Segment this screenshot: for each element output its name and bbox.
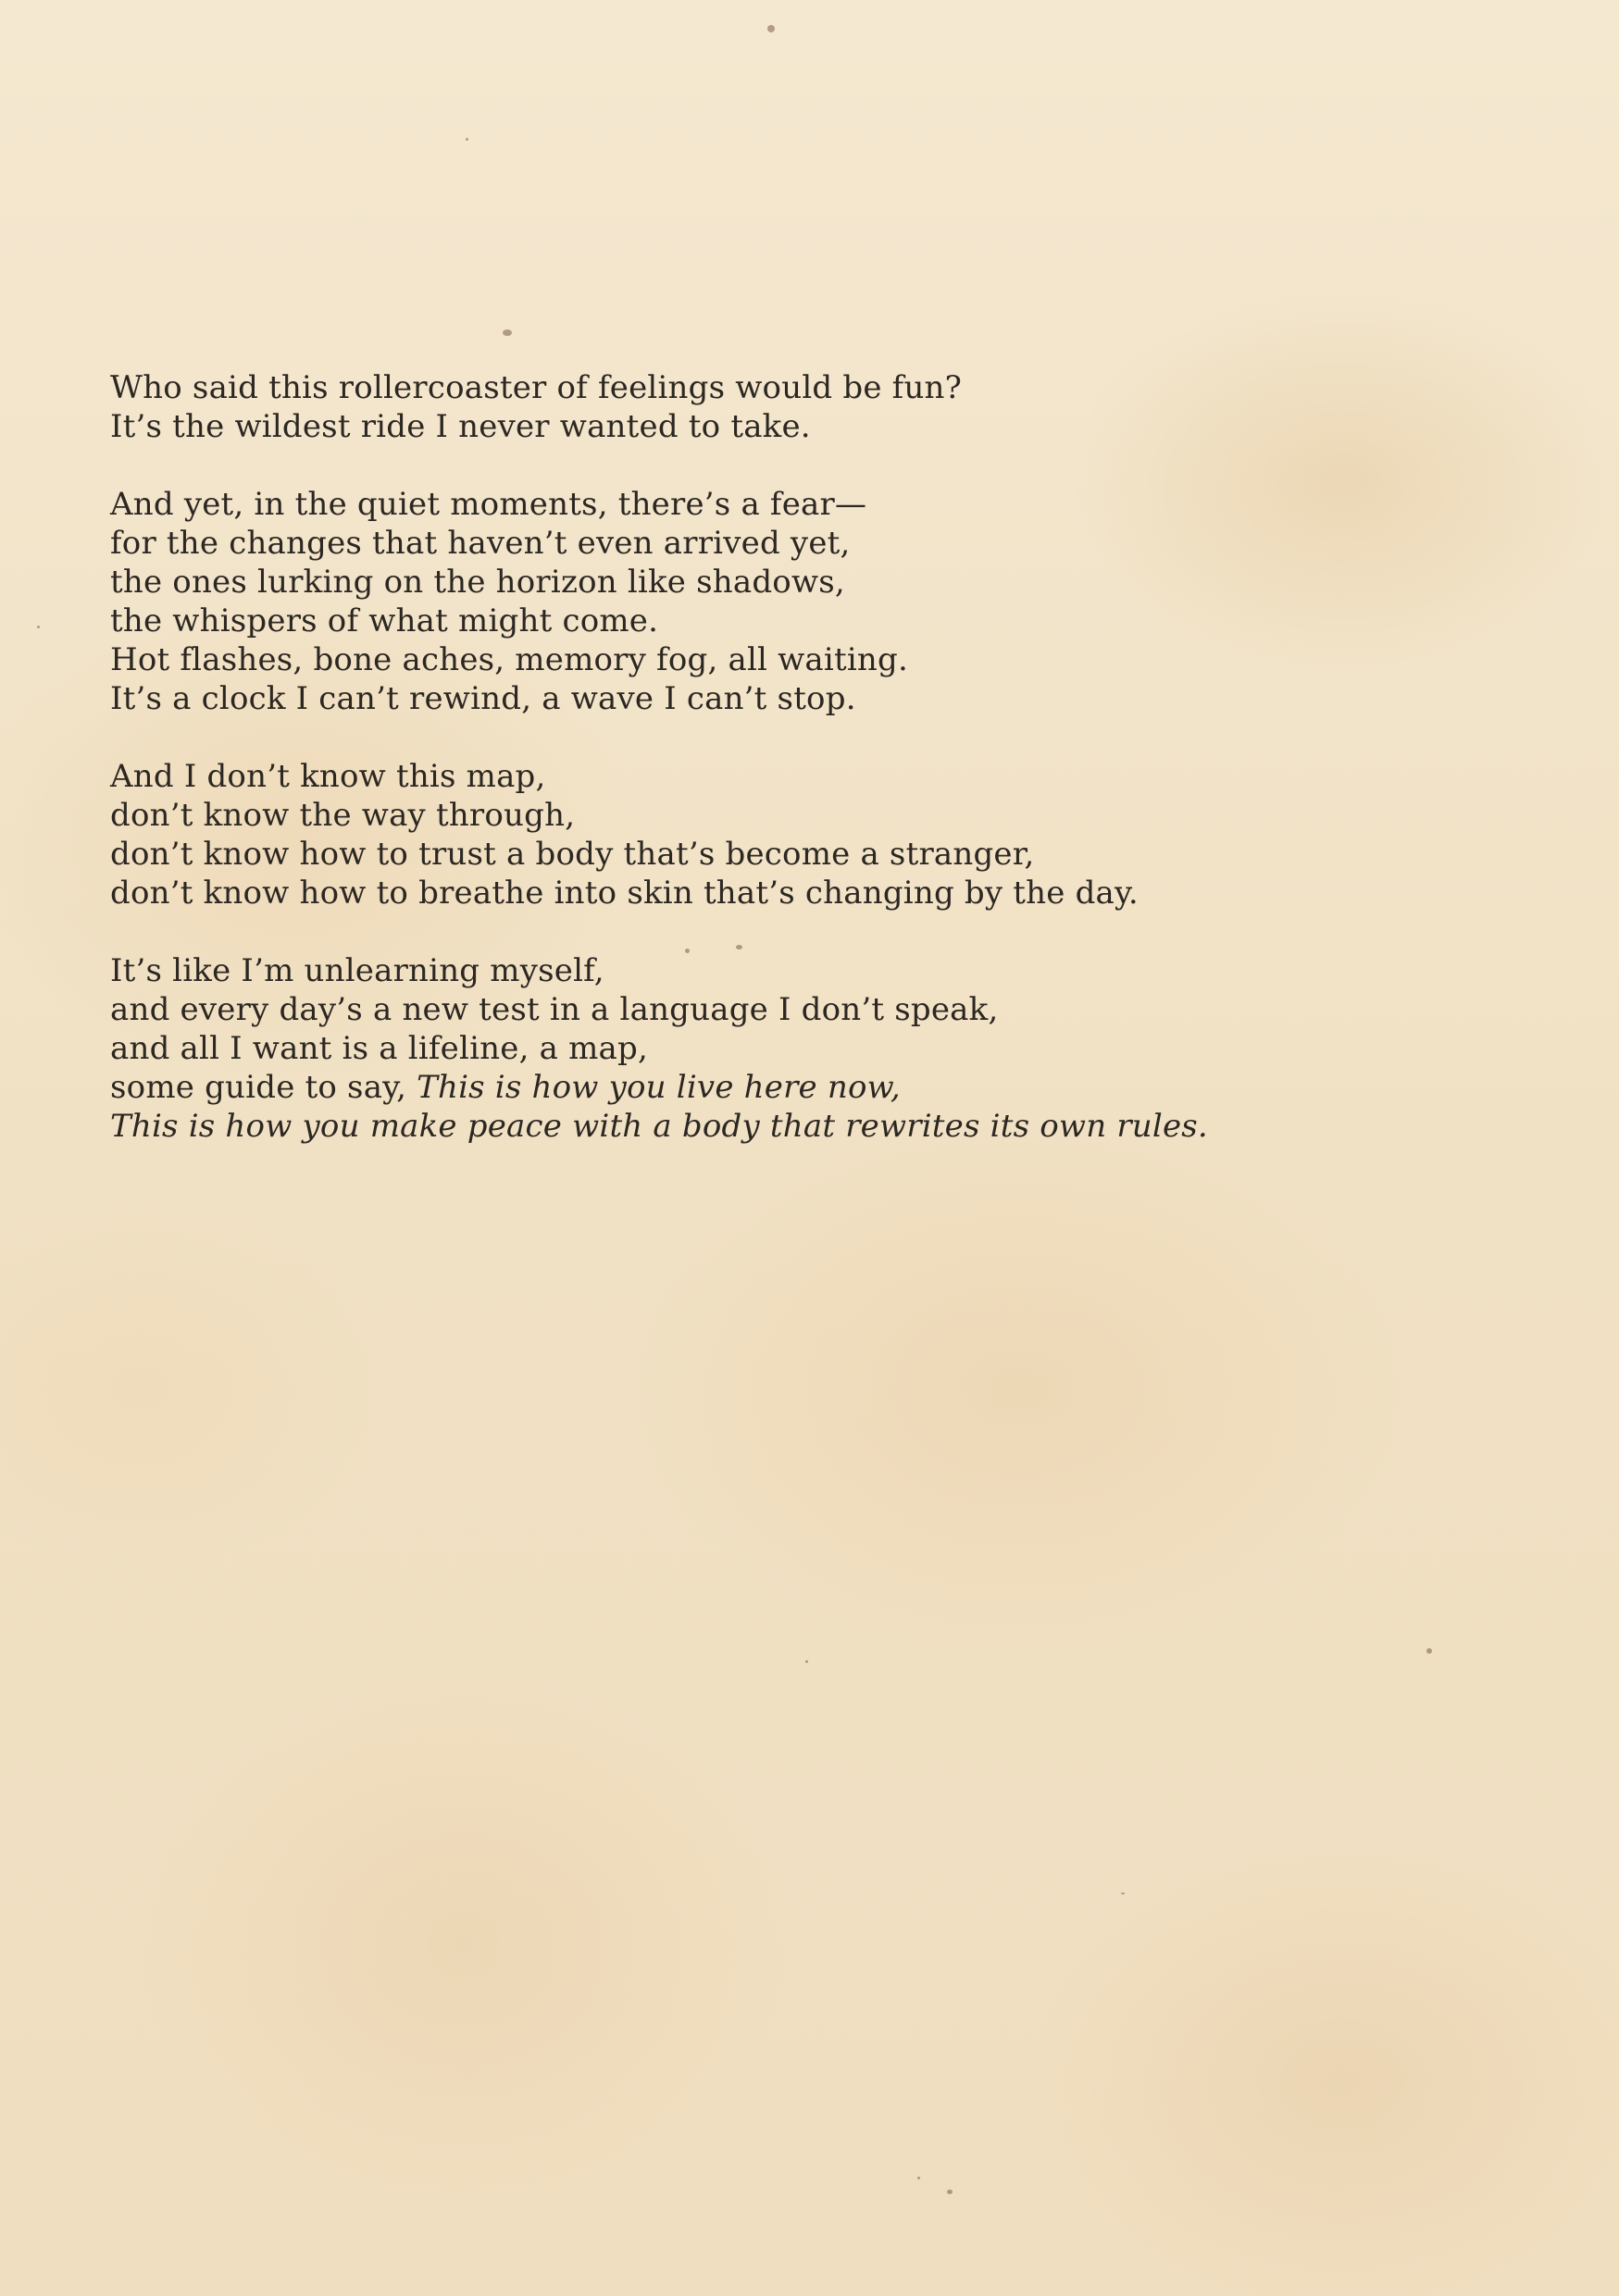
stanza-2 — [110, 485, 1554, 718]
poem-line: And yet, in the quiet moments, there’s a fear— — [110, 486, 867, 523]
stanza-1 — [110, 368, 1554, 446]
poem-line: Who said this rollercoaster of feelings would be fun? — [110, 369, 963, 406]
poem-line: It’s like I’m unlearning myself, — [110, 952, 604, 989]
paper-speck — [767, 25, 775, 32]
paper-speck — [1426, 1648, 1432, 1654]
poem-line-italic: This is how you live here now, — [417, 1069, 901, 1106]
poem-line: the ones lurking on the horizon like shadows, — [110, 564, 845, 601]
poem-final-line: This is how you make peace with a body that rewrites its own rules. — [110, 1108, 1208, 1145]
poem-line-lead: some guide to say, — [110, 1069, 417, 1106]
paper-speck — [37, 626, 40, 628]
poem-line-mixed — [110, 1068, 1554, 1107]
paper-speck — [1121, 1893, 1125, 1894]
poem-line: And I don’t know this map, — [110, 758, 546, 795]
poem-line: and every day’s a new test in a language I don’t speak, — [110, 991, 999, 1028]
stanza-4 — [110, 951, 1554, 1146]
paper-speck — [466, 138, 468, 141]
paper-speck — [917, 2177, 920, 2179]
paper-speck — [805, 1660, 808, 1663]
poem-line: don’t know how to trust a body that’s become a stranger, — [110, 836, 1035, 873]
poem-line: It’s a clock I can’t rewind, a wave I can’t stop. — [110, 680, 856, 717]
poem-line: don’t know the way through, — [110, 797, 576, 834]
poem-line: and all I want is a lifeline, a map, — [110, 1030, 648, 1067]
poem-line: Hot flashes, bone aches, memory fog, all waiting. — [110, 641, 908, 678]
poem-line: It’s the wildest ride I never wanted to take. — [110, 408, 811, 445]
stanza-3 — [110, 757, 1554, 912]
paper-speck — [947, 2190, 953, 2194]
poem-line: the whispers of what might come. — [110, 602, 659, 639]
poem — [110, 368, 1554, 1185]
poem-line: for the changes that haven’t even arrived yet, — [110, 525, 851, 562]
paper-speck — [503, 329, 512, 336]
poem-line: don’t know how to breathe into skin that’s changing by the day. — [110, 875, 1139, 912]
